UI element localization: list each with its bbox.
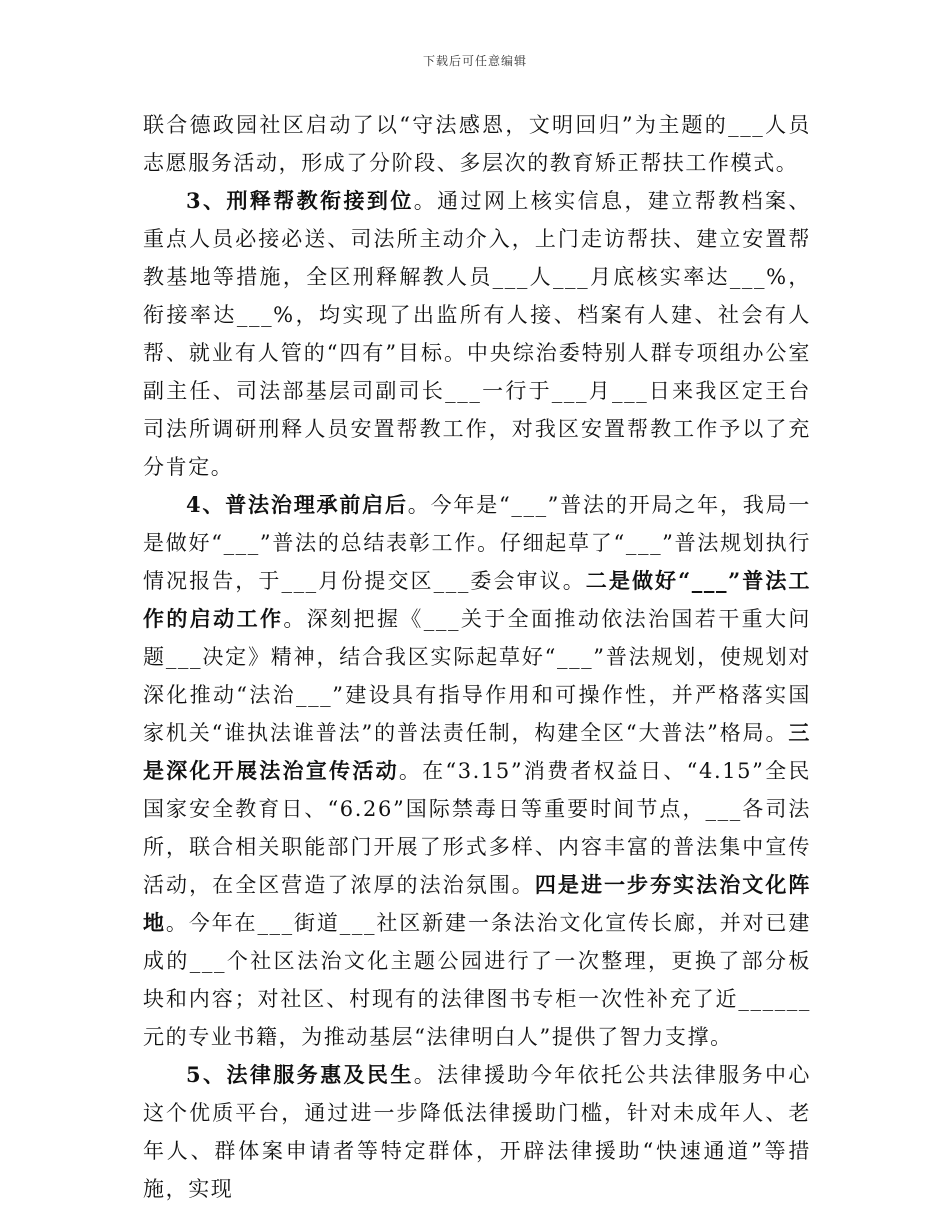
paragraph-section-5: [143, 1056, 811, 1208]
paragraph-text: 。今年是“___”普法的开局之年，我局一是做好“___”普法的总结表彰工作。仔细起草了“___”普法规划执行情况报告，于___月份提交区___委会审议。: [143, 493, 811, 593]
bold-phrase: 三是深化开展法治宣传活动: [143, 720, 811, 783]
paragraph-section-4: [143, 486, 811, 1056]
page-header: 下载后可任意编辑: [422, 54, 527, 68]
paragraph-section-3: [143, 182, 811, 486]
document-body: [143, 106, 811, 1208]
paragraph-text: 。法律援助今年依托公共法律服务中心这个优质平台，通过进一步降低法律援助门槛，针对未成年人、老年人、群体案申请者等特定群体，开辟法律援助“快速通道”等措施，实现: [143, 1063, 811, 1201]
section-heading-4: 4、普法治理承前启后: [186, 492, 408, 517]
paragraph-text: 联合德政园社区启动了以“守法感恩，文明回归”为主题的___人员志愿服务活动，形成了分阶段、多层次的教育矫正帮扶工作模式。: [143, 113, 811, 175]
paragraph-text: 。今年在___街道___社区新建一条法治文化宣传长廊，并对已建成的___个社区法治文化主题公园进行了一次整理，更换了部分板块和内容；对社区、村现有的法律图书专柜一次性补充了近______元的专业书籍，为推动基层“法律明白人”提供了智力支撑。: [143, 911, 811, 1049]
paragraph-text: 。在“3.15”消费者权益日、“4.15”全民国家安全教育日、“6.26”国际禁毒日等重要时间节点，___各司法所，联合相关职能部门开展了形式多样、内容丰富的普法集中宣传活动，在全区营造了浓厚的法治氛围。: [143, 759, 811, 897]
bold-phrase: 二是做好“___”普法工作的启动工作: [143, 568, 811, 631]
bold-phrase: 四是进一步夯实法治文化阵地: [143, 872, 812, 935]
paragraph-text: 。深刻把握《___关于全面推动依法治国若干重大问题___决定》精神，结合我区实际起草好“___”普法规划，使规划对深化推动“法治___”建设具有指导作用和可操作性，并严格落实国家机关“谁执法谁普法”的普法责任制，构建全区“大普法”格局。: [143, 607, 811, 745]
section-heading-3: 3、刑释帮教衔接到位: [186, 188, 414, 213]
paragraph-text: 。通过网上核实信息，建立帮教档案、重点人员必接必送、司法所主动介入，上门走访帮扶、建立安置帮教基地等措施，全区刑释解教人员___人___月底核实率达___%，衔接率达___%，均实现了出监所有人接、档案有人建、社会有人帮、就业有人管的“四有”目标。中央综治委特别人群专项组办公室副主任、司法部基层司副司长___一行于___月___日来我区定王台司法所调研刑释人员安置帮教工作，对我区安置帮教工作予以了充分肯定。: [143, 189, 811, 479]
paragraph-continuation: [143, 106, 811, 182]
section-heading-5: 5、法律服务惠及民生: [186, 1062, 414, 1087]
